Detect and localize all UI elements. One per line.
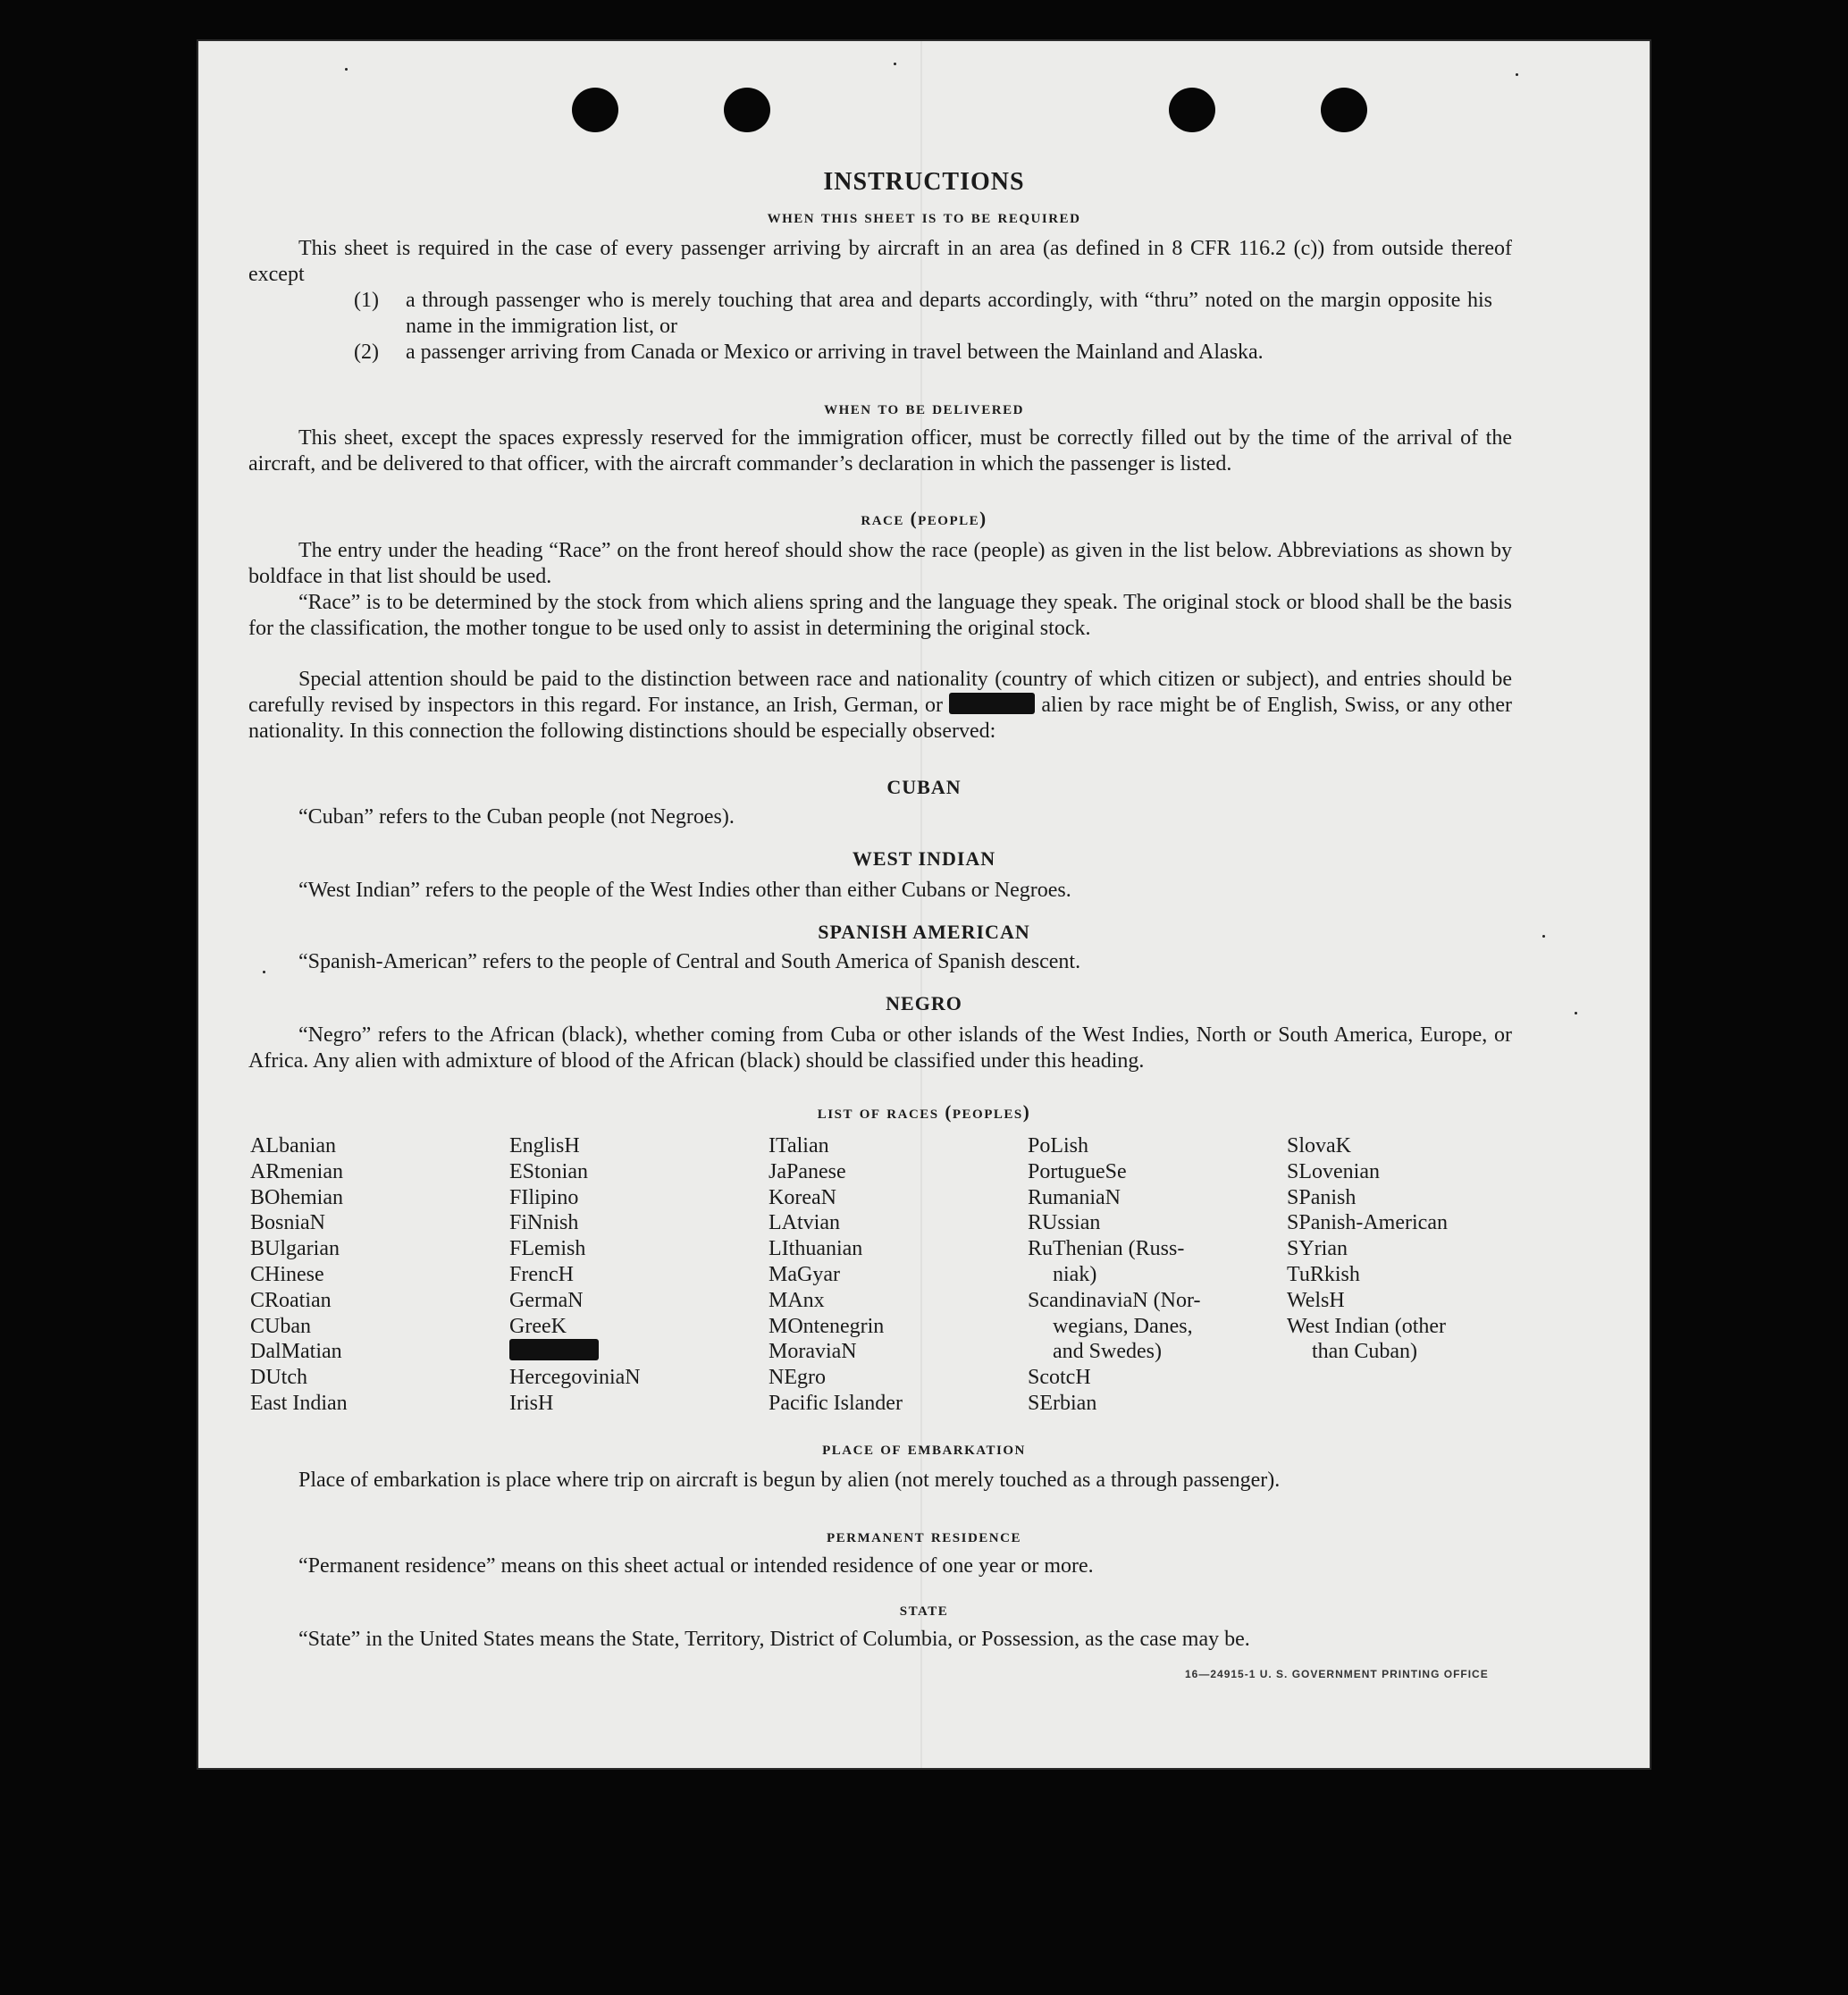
section-heading: race (people) xyxy=(861,508,987,529)
race-item: DUtch xyxy=(250,1366,307,1390)
race-item: CRoatian xyxy=(250,1288,332,1312)
race-item: than Cuban) xyxy=(1312,1340,1417,1364)
race-item: CHinese xyxy=(250,1262,324,1286)
race-item: KoreaN xyxy=(769,1185,836,1209)
race-item: CUban xyxy=(250,1314,311,1338)
paragraph: This sheet, except the spaces expressly reserved for the immigration officer, must be correctly filled out by the time of the arrival of the aircraft, and be delivered to that officer, with the aircraft commander’s declaration in which the passenger is listed. xyxy=(248,426,1512,476)
race-item: EStonian xyxy=(509,1159,588,1183)
race-item: RuThenian (Russ- xyxy=(1028,1237,1185,1261)
paragraph: “Permanent residence” means on this sheet actual or intended residence of one year or more. xyxy=(298,1554,1094,1578)
section-heading: state xyxy=(899,1598,949,1620)
race-item: MAnx xyxy=(769,1288,825,1312)
paragraph: “Negro” refers to the African (black), whether coming from Cuba or other islands of the West Indies, North or South America, Europe, or Africa. Any alien with admixture of blood of the African (black) should be classified under this heading. xyxy=(248,1023,1512,1073)
scan-speck xyxy=(1542,935,1545,938)
paragraph: This sheet is required in the case of every passenger arriving by aircraft in an area (as defined in 8 CFR 116.2 (c)) from outside thereof except xyxy=(248,237,1512,286)
paragraph: “Spanish-American” refers to the people of Central and South America of Spanish descent. xyxy=(298,950,1081,973)
race-item: wegians, Danes, xyxy=(1053,1314,1193,1338)
paragraph: “West Indian” refers to the people of the West Indies other than either Cubans or Negroes. xyxy=(298,879,1071,902)
paragraph: “Cuban” refers to the Cuban people (not Negroes). xyxy=(298,805,735,829)
redaction-mark xyxy=(509,1339,599,1360)
race-item: BosniaN xyxy=(250,1211,325,1235)
section-heading: NEGRO xyxy=(886,992,962,1014)
race-item: GreeK xyxy=(509,1314,567,1338)
race-item: JaPanese xyxy=(769,1159,846,1183)
paragraph: Place of embarkation is place where trip on aircraft is begun by alien (not merely touched as a through passenger). xyxy=(298,1469,1281,1492)
redaction-mark xyxy=(949,693,1035,714)
race-item: NEgro xyxy=(769,1366,826,1390)
punch-hole xyxy=(1321,88,1367,132)
race-item: SYrian xyxy=(1287,1237,1348,1261)
race-item: MoraviaN xyxy=(769,1340,857,1364)
scan-speck xyxy=(894,63,896,65)
race-item: ALbanian xyxy=(250,1134,336,1157)
race-item: SPanish-American xyxy=(1287,1211,1448,1235)
race-item: FiNnish xyxy=(509,1211,579,1235)
race-item: RumaniaN xyxy=(1028,1185,1121,1209)
race-item: niak) xyxy=(1053,1262,1097,1286)
section-heading: SPANISH AMERICAN xyxy=(818,921,1030,943)
section-heading: list of races (peoples) xyxy=(817,1101,1031,1123)
race-list-column xyxy=(769,1133,1010,1417)
race-item: FLemish xyxy=(509,1237,586,1261)
punch-hole xyxy=(572,88,618,132)
paragraph: “State” in the United States means the State, Territory, District of Columbia, or Possession, as the case may be. xyxy=(298,1628,1250,1651)
race-item: TuRkish xyxy=(1287,1262,1360,1286)
page-title: INSTRUCTIONS xyxy=(823,168,1025,196)
race-item: LIthuanian xyxy=(769,1237,863,1261)
race-item: SLovenian xyxy=(1287,1159,1380,1183)
scan-speck xyxy=(1575,1012,1577,1014)
scan-speck xyxy=(345,68,348,71)
race-item: PoLish xyxy=(1028,1134,1089,1157)
race-item: EnglisH xyxy=(509,1134,580,1157)
race-list-column xyxy=(250,1133,491,1417)
race-list-column xyxy=(509,1133,751,1417)
paragraph: Special attention should be paid to the distinction between race and nationality (country of which citizen or subject), and entries should be carefully revised by inspectors in this regard. For instance, an Irish, German, or alien by race might be of English, Swiss, or any other nationality. In this connection the following distinctions should be especially observed: xyxy=(248,668,1513,743)
section-heading: CUBAN xyxy=(886,776,962,798)
scan-speck xyxy=(1516,73,1518,76)
section-heading: when this sheet is to be required xyxy=(767,206,1081,227)
punch-hole xyxy=(724,88,770,132)
scan-speck xyxy=(263,971,265,973)
race-list-column xyxy=(1287,1133,1528,1365)
race-item: FIlipino xyxy=(509,1185,579,1209)
race-item: SlovaK xyxy=(1287,1134,1351,1157)
punch-hole xyxy=(1169,88,1215,132)
section-heading: when to be delivered xyxy=(824,397,1024,418)
race-item: DalMatian xyxy=(250,1340,342,1364)
race-item: HercegoviniaN xyxy=(509,1366,641,1390)
race-item: West Indian (other xyxy=(1287,1314,1447,1338)
race-item: MaGyar xyxy=(769,1262,840,1286)
section-heading: place of embarkation xyxy=(822,1437,1026,1459)
race-item: BUlgarian xyxy=(250,1237,340,1261)
section-heading: permanent residence xyxy=(827,1525,1021,1546)
race-item: GermaN xyxy=(509,1288,584,1312)
race-item: LAtvian xyxy=(769,1211,840,1235)
paragraph: “Race” is to be determined by the stock from which aliens spring and the language they speak. The original stock or blood shall be the basis for the classification, the mother tongue to be used only to assist in determining the original stock. xyxy=(248,591,1512,640)
paragraph: The entry under the heading “Race” on the front hereof should show the race (people) as given in the list below. Abbreviations as shown by boldface in that list should be used. xyxy=(248,539,1512,588)
section-heading: WEST INDIAN xyxy=(852,847,996,870)
race-item: ScotcH xyxy=(1028,1366,1091,1390)
race-item: IrisH xyxy=(509,1391,554,1415)
race-item: ARmenian xyxy=(250,1159,343,1183)
race-item: ITalian xyxy=(769,1134,829,1157)
race-list-column xyxy=(1028,1133,1269,1417)
race-item: SErbian xyxy=(1028,1391,1097,1415)
race-item: BOhemian xyxy=(250,1185,343,1209)
race-item: PortugueSe xyxy=(1028,1159,1127,1183)
document-sheet: INSTRUCTIONS when this sheet is to be required This sheet is required in the case of every passenger arriving by aircraft in an area (as defined in 8 CFR 116.2 (c)) from outside thereof except (1) a through passenger who is merely touching that area and departs accordingly, with “thru” noted on the margin opposite his name in the immigration list, or (2) a passenger arriving from Canada or Mexico or arriving in travel between the Mainland and Alaska. when to be delivered This sheet, except the spaces expressly reserved for the immigration officer, must be correctly filled out by the time of the arrival of the aircraft, and be delivered to that officer, with the aircraft commander’s declaration in which the passenger is listed. race (people) The entry under the heading “Race” on the front hereof should show the race (people) as given in the list below. Abbreviations as shown by boldface in that list should be used. “Race” is to be determined by the stock from which aliens spring and the language they speak. The original stock or blood shall be the basis for the classification, the mother tongue to be used only to assist in determining the original stock. Special attention should be paid to the distinction between race and nationality (country of which citizen or subject), and entries should be carefully revised by inspectors in this regard. For instance, an Irish, German, or alien by race might be of English, Swiss, or any other nationality. In this connection the following distinctions should be especially observed: CUBAN “Cuban” refers to the Cuban people (not Negroes). WEST INDIAN “West Indian” refers to the people of the West Indies other than either Cubans or Negroes. SPANISH AMERICAN “Spanish-American” refers to the people of Central and South America of Spanish descent. NEGRO “Negro” refers to the African (black), whether coming from Cuba or other islands of the West Indies, North or South America, Europe, or Africa. Any alien with admixture of blood of the African (black) should be classified under this heading. list of races (peoples) ALbanian ARmenian BOhemian BosniaN BUlgarian CHinese CRoatian CUban DalMatian DUtch East Indian EnglisH EStonian FIlipino FiNnish FLemish FrencH GermaN GreeK HercegoviniaN IrisH ITalian JaPanese KoreaN LAtvian LIthuanian MaGyar MAnx MOntenegrin MoraviaN NEgro Pacific Islander PoLish PortugueSe RumaniaN RUssian RuThenian (Russ- niak) ScandinaviaN (Nor- wegians, Danes, and Swedes) ScotcH SErbian SlovaK SLovenian SPanish SPanish-American SYrian TuRkish WelsH West Indian (other than Cuban) place of embarkation Place of embarkation is place where trip on aircraft is begun by alien (not merely touched as a through passenger). permanent residence “Permanent residence” means on this sheet actual or intended residence of one year or more. state “State” in the United States means the State, Territory, District of Columbia, or Possession, as the case may be. 16—24915-1 U. S. GOVERNMENT PRINTING OFFICE xyxy=(198,41,1650,1768)
race-item: Pacific Islander xyxy=(769,1391,903,1415)
race-item: SPanish xyxy=(1287,1185,1357,1209)
race-item-redacted xyxy=(509,1339,751,1365)
race-item: and Swedes) xyxy=(1053,1340,1162,1364)
race-item: FrencH xyxy=(509,1262,574,1286)
race-item: ScandinaviaN (Nor- xyxy=(1028,1288,1201,1312)
race-item: RUssian xyxy=(1028,1211,1101,1235)
printing-office-code: 16—24915-1 U. S. GOVERNMENT PRINTING OFFICE xyxy=(1185,1668,1489,1680)
race-item: MOntenegrin xyxy=(769,1314,885,1338)
race-item: East Indian xyxy=(250,1391,348,1415)
race-item: WelsH xyxy=(1287,1288,1345,1312)
